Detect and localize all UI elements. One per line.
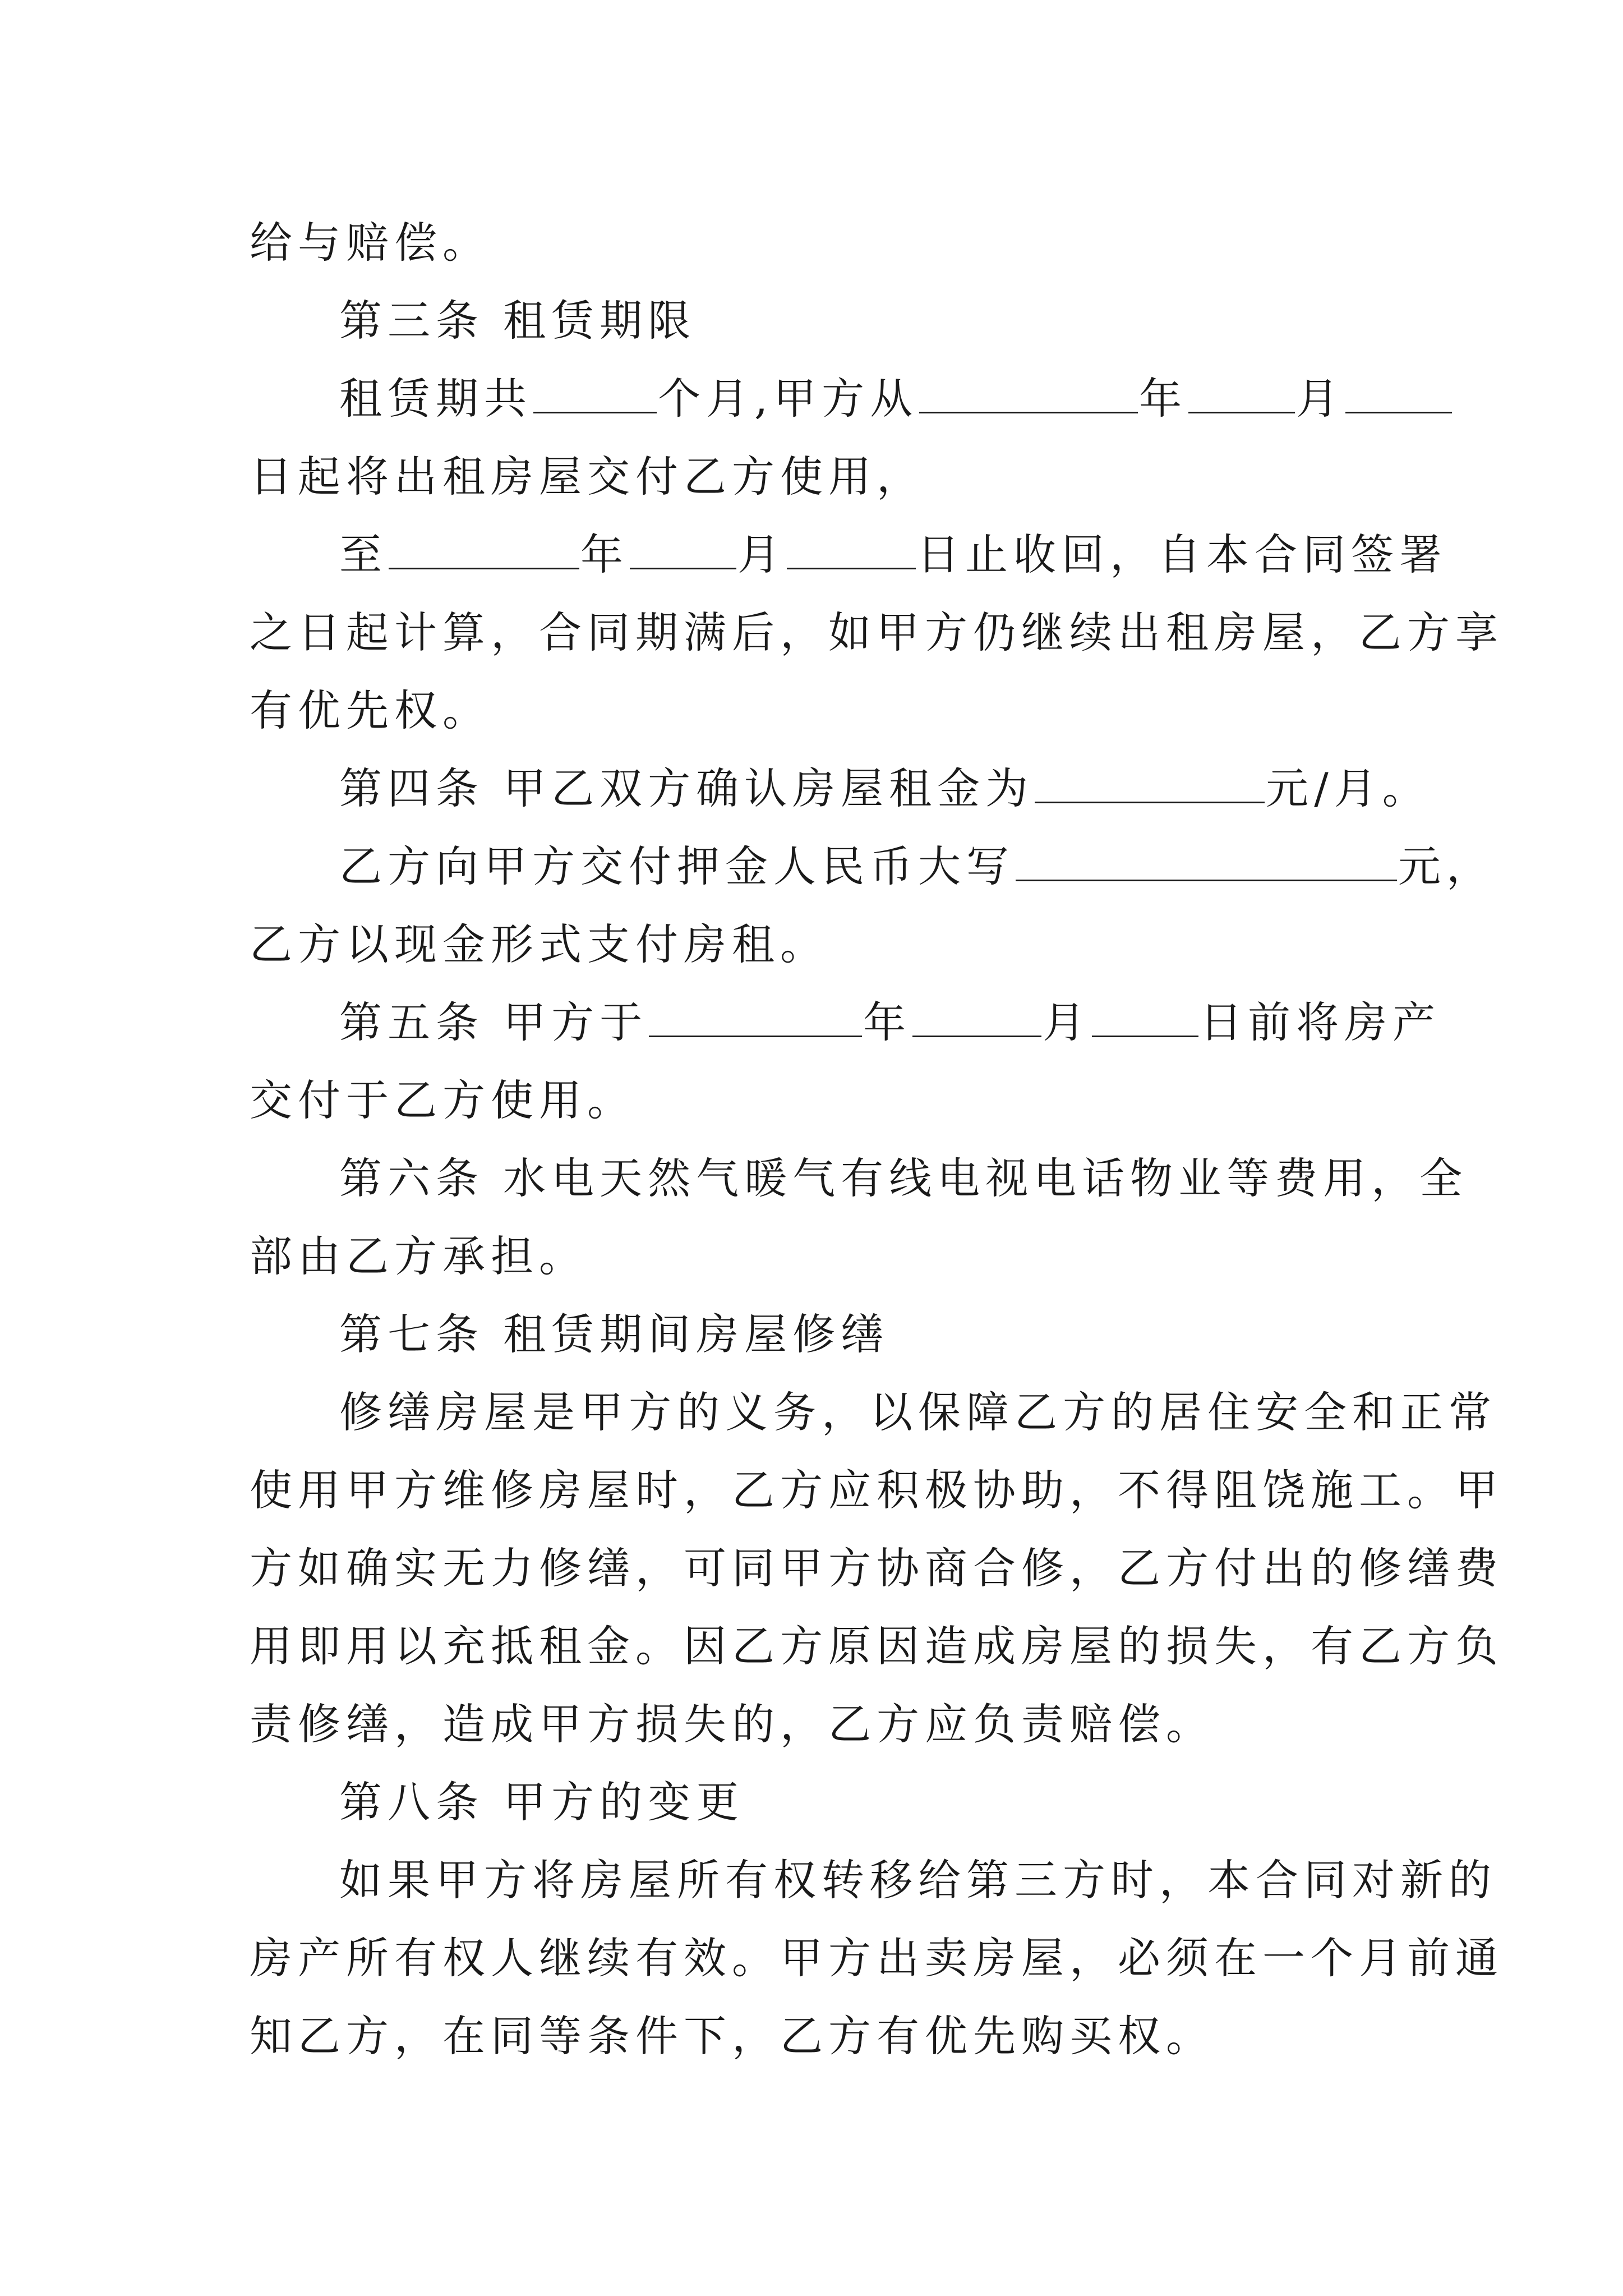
text-segment: 月	[1043, 997, 1091, 1047]
article-3-heading: 第三条 租赁期限	[339, 296, 697, 346]
rent-line	[339, 749, 1431, 828]
text-segment: 日前将房产	[1200, 997, 1441, 1047]
lease-term-line	[339, 360, 1388, 438]
delivery-line	[339, 983, 1441, 1062]
article-8-heading: 第八条 甲方的变更	[339, 1777, 745, 1827]
text-line: 如果甲方将房屋所有权转移给第三方时，本合同对新的	[339, 1855, 1497, 1905]
text-segment: 年	[1139, 374, 1188, 424]
article-6-line: 第六条 水电天然气暖气有线电视电话物业等费用，全	[339, 1153, 1468, 1203]
text-segment: 租赁期共	[339, 374, 532, 424]
text-line: 责修缮，造成甲方损失的，乙方应负责赔偿。	[250, 1699, 1214, 1749]
blank-field	[1035, 762, 1265, 803]
blank-field	[389, 528, 579, 569]
text-line: 方如确实无力修缮，可同甲方协商合修，乙方付出的修缮费	[250, 1543, 1504, 1593]
text-line: 给与赔偿。	[250, 218, 491, 268]
text-segment: 至	[339, 530, 388, 579]
text-segment: 月	[1296, 374, 1345, 424]
blank-field	[1092, 996, 1198, 1037]
text-segment: 乙方向甲方交付押金人民币大写	[339, 841, 1015, 891]
text-line: 交付于乙方使用。	[250, 1075, 635, 1125]
text-segment: 第五条 甲方于	[339, 997, 648, 1047]
blank-field	[1016, 840, 1397, 881]
text-line: 乙方以现金形式支付房租。	[250, 919, 828, 969]
text-line: 有优先权。	[250, 685, 491, 735]
blank-field	[1188, 372, 1295, 413]
text-line: 之日起计算，合同期满后，如甲方仍继续出租房屋，乙方享	[250, 608, 1504, 657]
blank-field	[787, 528, 916, 569]
text-segment: 个月,甲方从	[658, 374, 919, 424]
text-segment: 日止收回，自本合同签署	[917, 530, 1447, 579]
text-line: 房产所有权人继续有效。甲方出卖房屋，必须在一个月前通	[250, 1933, 1504, 1983]
text-segment: 年	[580, 530, 629, 579]
text-segment: 月	[737, 530, 786, 579]
blank-field	[533, 372, 657, 413]
text-segment: 年	[863, 997, 912, 1047]
text-line: 部由乙方承担。	[250, 1231, 587, 1281]
text-line: 日起将出租房屋交付乙方使用，	[250, 452, 925, 501]
text-line: 知乙方，在同等条件下，乙方有优先购买权。	[250, 2011, 1214, 2061]
text-line: 用即用以充抵租金。因乙方原因造成房屋的损失，有乙方负	[250, 1621, 1504, 1671]
blank-field	[912, 996, 1041, 1037]
lease-until-line	[339, 516, 1447, 594]
blank-field	[649, 996, 862, 1037]
text-line: 使用甲方维修房屋时，乙方应积极协助，不得阻饶施工。甲	[250, 1465, 1504, 1515]
blank-field	[1345, 372, 1452, 413]
deposit-line	[339, 827, 1495, 906]
text-line: 修缮房屋是甲方的义务，以保障乙方的居住安全和正常	[339, 1387, 1497, 1437]
blank-field	[630, 528, 736, 569]
article-7-heading: 第七条 租赁期间房屋修缮	[339, 1309, 889, 1359]
text-segment: 元，	[1398, 841, 1495, 891]
blank-field	[919, 372, 1138, 413]
text-segment: 元/月。	[1266, 763, 1431, 813]
text-segment: 第四条 甲乙双方确认房屋租金为	[339, 763, 1034, 813]
